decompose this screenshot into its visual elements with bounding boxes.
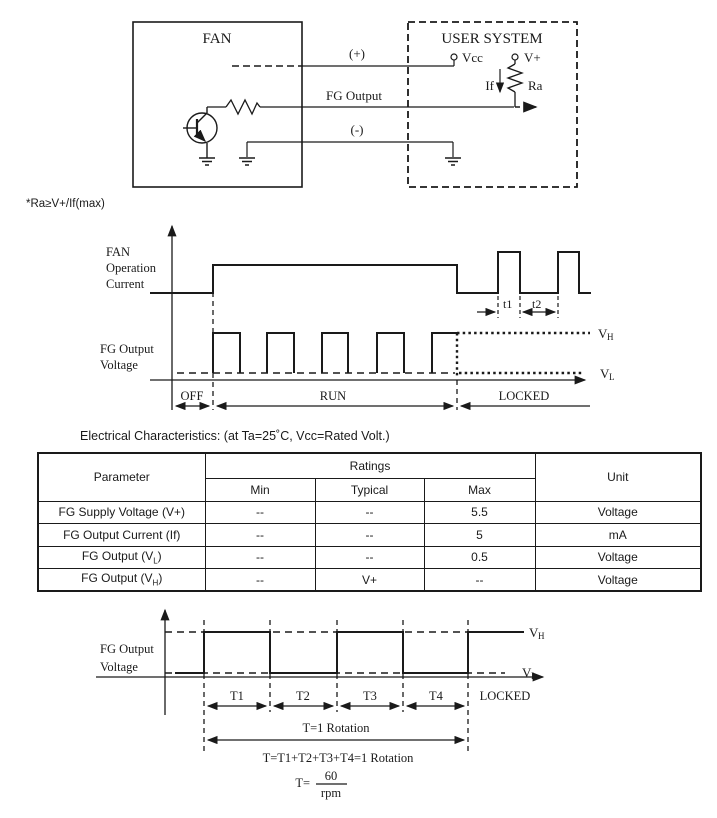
vl-label: V xyxy=(600,366,610,381)
locked-label: LOCKED xyxy=(479,689,531,703)
ground-icon xyxy=(239,158,255,165)
fraction-numerator: 60 xyxy=(324,769,338,783)
cell-parameter: FG Output $(V_L)$ xyxy=(38,546,205,569)
cell-parameter: FG Supply Voltage (V+) xyxy=(38,501,205,524)
vplus-label: V+ xyxy=(524,50,541,65)
cell-max: -- xyxy=(424,569,535,592)
vh-label-sub: H xyxy=(538,631,545,641)
rotation-formula: T=T1+T2+T3+T4=1 Rotation xyxy=(262,751,414,765)
cell-parameter: FG Output Current (If) xyxy=(38,524,205,547)
fg-voltage-label: Voltage xyxy=(100,660,138,674)
cell-typical: -- xyxy=(315,546,424,569)
cell-min: -- xyxy=(205,569,315,592)
fg-voltage-label: FG Output xyxy=(100,642,154,656)
vl-label-sub: L xyxy=(531,671,537,681)
vh-label: V xyxy=(598,326,608,341)
t2-label: T2 xyxy=(296,689,310,703)
fraction-denominator: rpm xyxy=(320,786,342,800)
electrical-characteristics-table xyxy=(37,452,702,592)
cell-unit: mA xyxy=(535,524,701,547)
table-row xyxy=(38,569,701,592)
col-header-ratings: Ratings xyxy=(205,453,535,478)
ra-label: Ra xyxy=(528,78,543,93)
fan-current-label: FAN xyxy=(106,245,131,259)
cell-unit: Voltage xyxy=(535,501,701,524)
if-label: If xyxy=(485,78,494,93)
cell-min: -- xyxy=(205,524,315,547)
table-title: Electrical Characteristics: (at Ta=25˚C, Vcc=Rated Volt.) xyxy=(80,429,390,443)
col-header-typical: Typical xyxy=(315,478,424,501)
minus-label: (-) xyxy=(350,122,364,137)
fg-voltage-waveform xyxy=(213,333,457,373)
fg-output-label: FG Output xyxy=(326,88,382,103)
cell-min: -- xyxy=(205,501,315,524)
transistor-icon xyxy=(183,107,217,158)
vh-label: V xyxy=(529,625,539,640)
fg-voltage-waveform xyxy=(175,632,524,673)
fg-voltage-label: FG Output xyxy=(100,342,154,356)
cell-min: -- xyxy=(205,546,315,569)
user-system-title: USER SYSTEM xyxy=(441,31,543,47)
cell-max: 5.5 xyxy=(424,501,535,524)
col-header-max: Max xyxy=(424,478,535,501)
table-row xyxy=(38,501,701,524)
vcc-terminal-icon xyxy=(451,54,457,60)
vl-label-sub: L xyxy=(609,372,615,382)
cell-max: 0.5 xyxy=(424,546,535,569)
ground-icon xyxy=(199,158,215,165)
vh-label-sub: H xyxy=(607,332,614,342)
cell-parameter: FG Output $(V_H)$ xyxy=(38,569,205,592)
t3-label: T3 xyxy=(363,689,377,703)
ra-formula-note: *Ra≥V+/If(max) xyxy=(26,198,105,210)
t1-label: t1 xyxy=(503,297,513,311)
run-label: RUN xyxy=(319,389,347,403)
run-timing-diagram xyxy=(0,215,717,445)
fan-current-label: Operation xyxy=(106,261,156,275)
t1-label: T1 xyxy=(230,689,244,703)
cell-unit: Voltage xyxy=(535,546,701,569)
table-row xyxy=(38,546,701,569)
fan-circuit-diagram xyxy=(0,0,717,215)
fg-voltage-label: Voltage xyxy=(100,358,138,372)
table-row xyxy=(38,524,701,547)
t1-t2-dimension xyxy=(477,296,558,318)
vl-label: V xyxy=(522,665,532,680)
t-equals: T= xyxy=(295,776,310,790)
rotation-timing-diagram xyxy=(0,600,717,818)
fan-box-title: FAN xyxy=(202,31,232,47)
fan-current-label: Current xyxy=(106,277,145,291)
col-header-unit: Unit xyxy=(535,453,701,501)
fan-current-waveform xyxy=(150,252,591,293)
t2-label: t2 xyxy=(532,297,542,311)
vcc-label: Vcc xyxy=(462,50,483,65)
col-header-min: Min xyxy=(205,478,315,501)
cell-unit: Voltage xyxy=(535,569,701,592)
period-fraction-formula xyxy=(295,769,347,800)
t4-label: T4 xyxy=(429,689,443,703)
ra-resistor-icon xyxy=(508,60,522,107)
cell-typical: -- xyxy=(315,524,424,547)
cell-typical: -- xyxy=(315,501,424,524)
cell-typical: V+ xyxy=(315,569,424,592)
ground-icon xyxy=(445,158,461,165)
vplus-terminal-icon xyxy=(512,54,518,60)
plus-label: (+) xyxy=(349,46,365,61)
locked-label: LOCKED xyxy=(498,389,550,403)
col-header-parameter: Parameter xyxy=(38,453,205,501)
rotation-span-label: T=1 Rotation xyxy=(302,721,370,735)
cell-max: 5 xyxy=(424,524,535,547)
off-label: OFF xyxy=(180,389,204,403)
